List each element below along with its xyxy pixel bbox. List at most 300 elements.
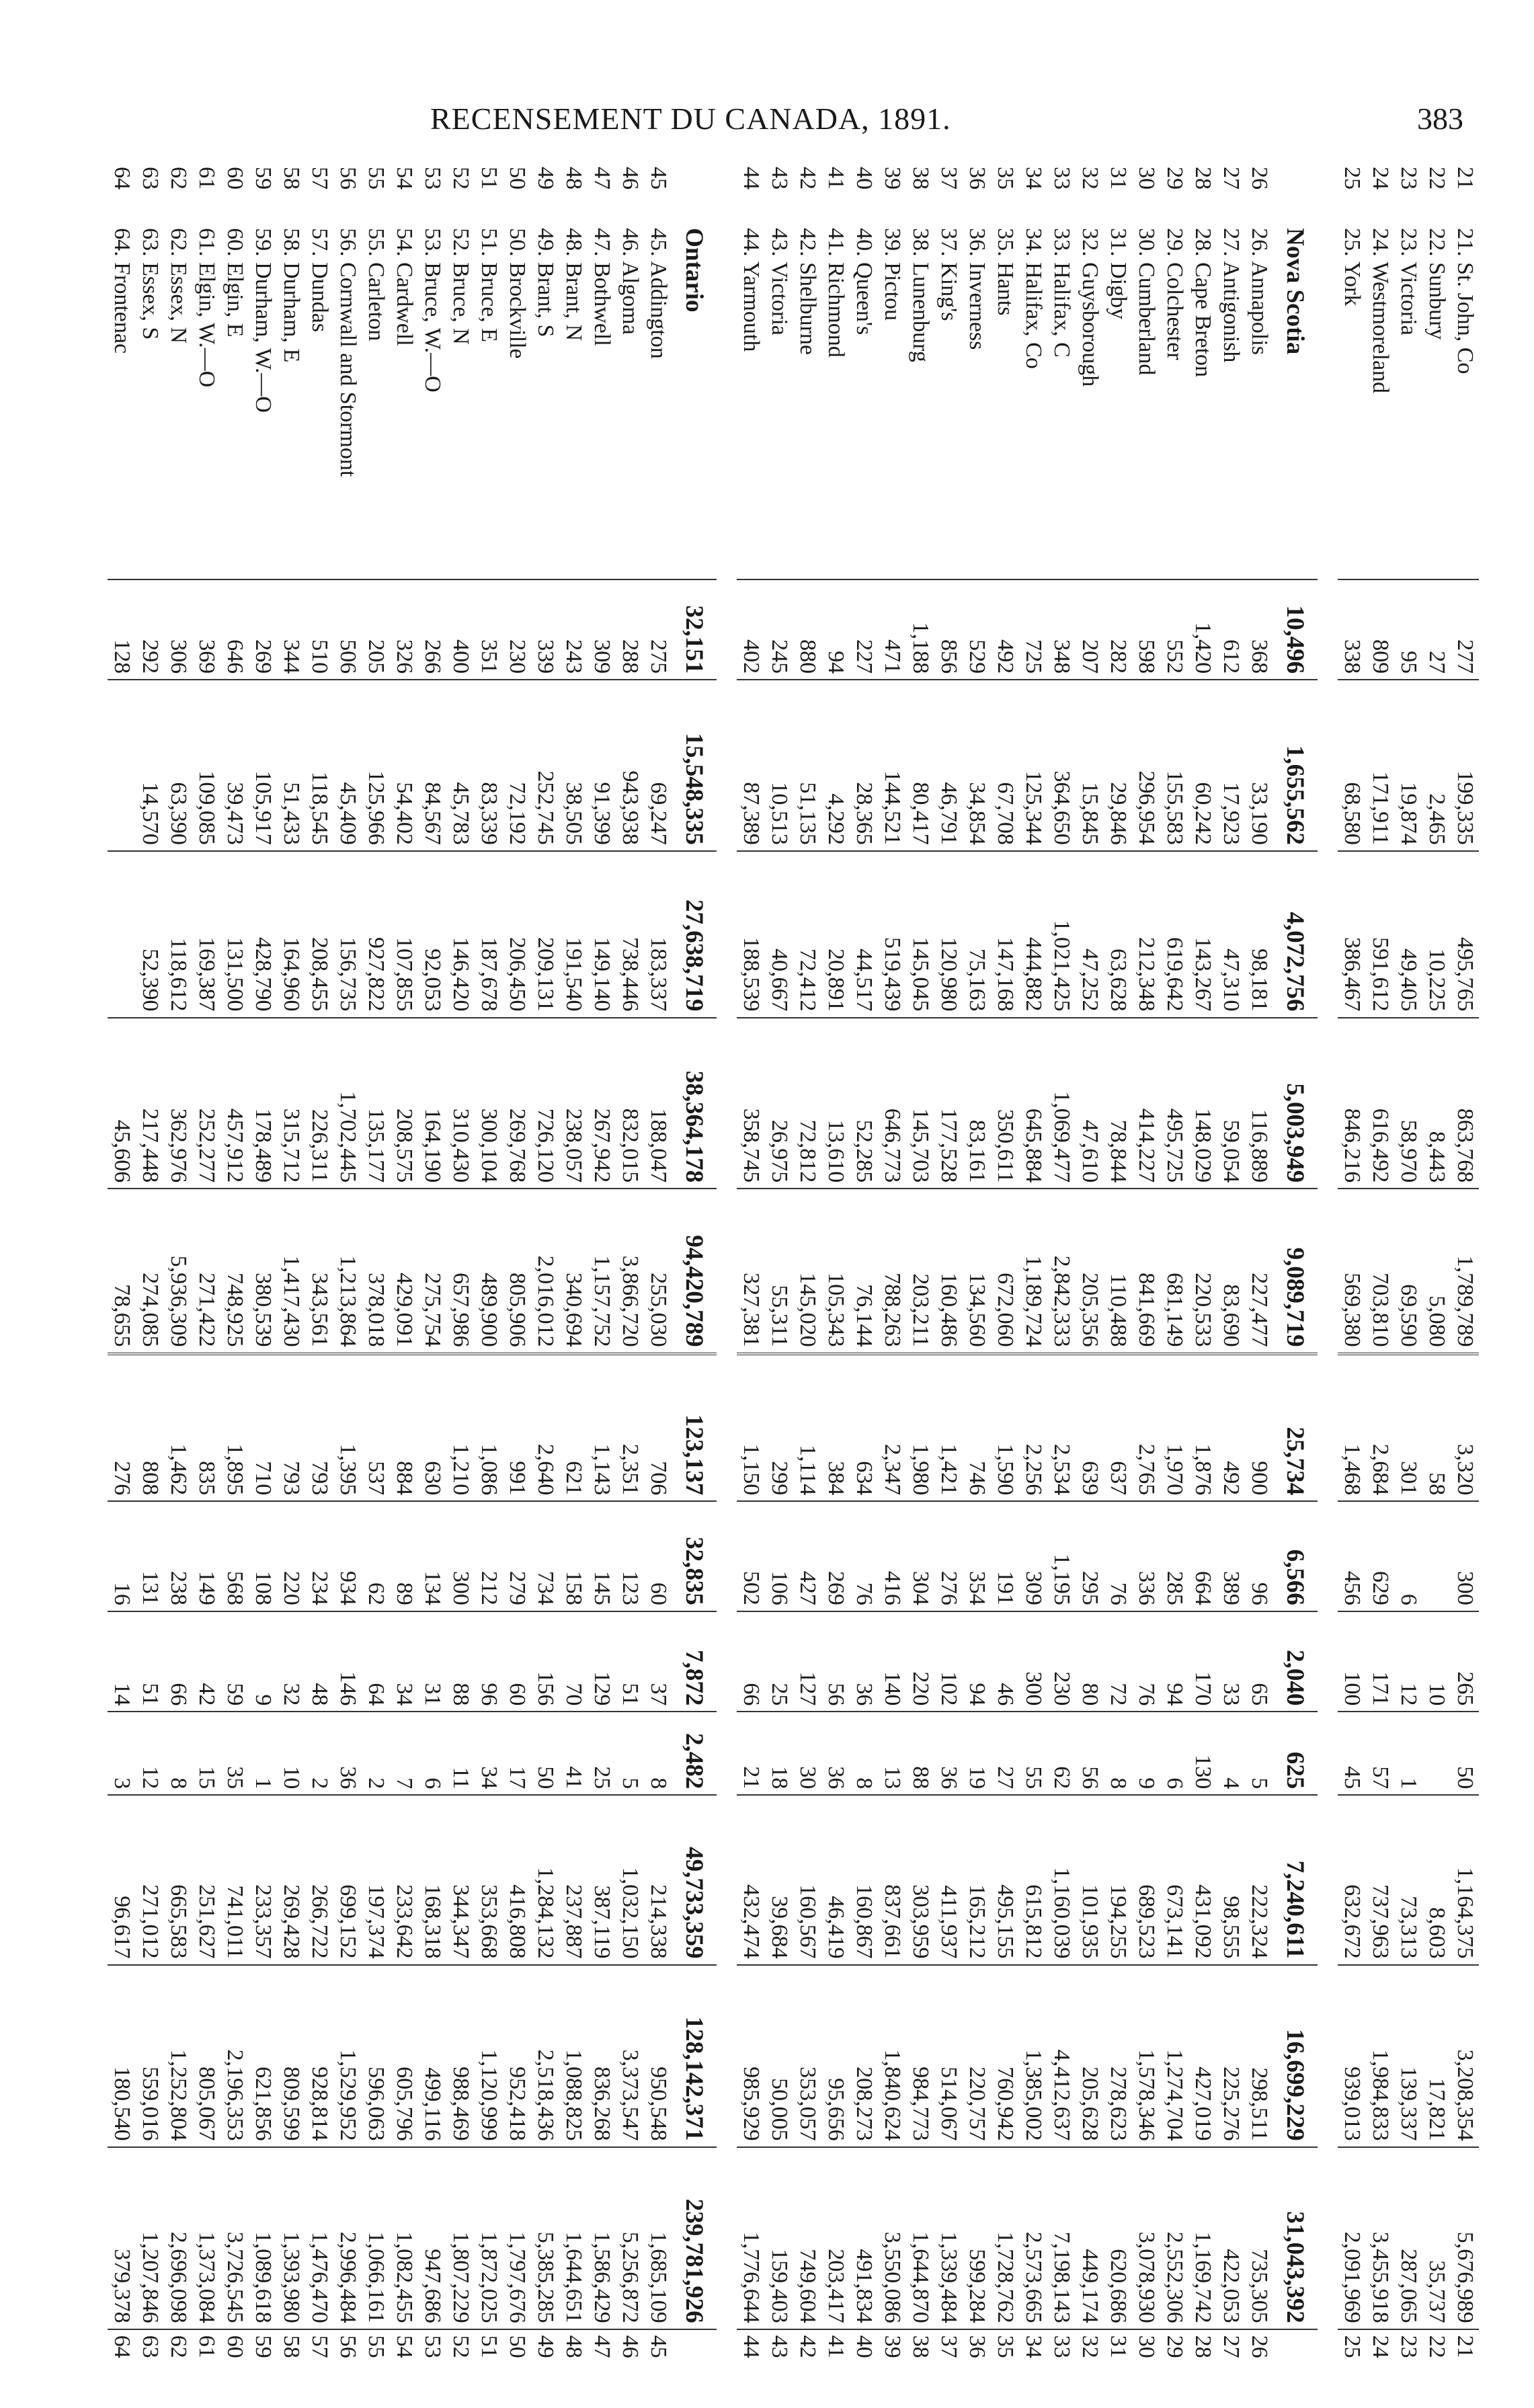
value-cell: 83,161 <box>963 1018 991 1189</box>
row-number-left: 57 <box>307 167 332 190</box>
value-cell: 269,768 <box>503 1018 531 1189</box>
value-cell: 710 <box>249 1354 277 1502</box>
value-cell: 203,211 <box>906 1189 934 1353</box>
value-cell: 276 <box>934 1501 963 1611</box>
value-cell: 1,980 <box>906 1354 934 1502</box>
value-cell: 46 <box>991 1611 1019 1712</box>
row-number-right: 56 <box>333 2329 362 2400</box>
row-gap <box>1318 161 1338 2400</box>
table-row <box>475 161 503 2400</box>
value-cell: 129 <box>588 1611 616 1712</box>
table-row <box>305 161 333 2400</box>
value-cell: 1,876 <box>1188 1354 1217 1502</box>
value-cell: 1,114 <box>793 1354 821 1502</box>
value-cell: 118,545 <box>305 680 333 851</box>
value-cell: 148,029 <box>1188 1018 1217 1189</box>
value-cell: 1,160,039 <box>1047 1795 1076 1964</box>
table-row <box>1245 161 1273 2400</box>
row-number-left: 60 <box>223 167 247 190</box>
value-cell: 1,840,624 <box>878 1965 906 2147</box>
value-cell: 665,583 <box>164 1795 192 1964</box>
table-row <box>220 161 249 2400</box>
table-row <box>333 161 362 2400</box>
value-cell: 9 <box>249 1611 277 1712</box>
value-cell: 310,430 <box>446 1018 475 1189</box>
value-cell: 2,573,665 <box>1019 2147 1047 2329</box>
value-cell: 155,583 <box>1160 680 1188 851</box>
value-cell: 47,610 <box>1076 1018 1104 1189</box>
value-cell: 197,374 <box>362 1795 390 1964</box>
district-name: 34. Halifax, Co <box>1021 228 1046 369</box>
value-cell: 1,462 <box>164 1354 192 1502</box>
table-row <box>934 161 963 2400</box>
value-cell: 5 <box>1245 1712 1273 1795</box>
district-name: 42. Shelburne <box>795 228 820 355</box>
value-cell: 1,590 <box>991 1354 1019 1502</box>
row-number-right: 47 <box>588 2329 616 2400</box>
value-cell: 62 <box>1047 1712 1076 1795</box>
district-name: 29. Colchester <box>1162 228 1187 360</box>
row-number-right: 35 <box>991 2329 1019 2400</box>
value-cell: 746 <box>963 1354 991 1502</box>
value-cell: 646,773 <box>878 1018 906 1189</box>
value-cell: 612 <box>1217 579 1245 680</box>
value-cell: 72,812 <box>793 1018 821 1189</box>
row-number-left: 23 <box>1396 167 1421 190</box>
value-cell: 506 <box>333 579 362 680</box>
value-cell: 8 <box>1104 1712 1132 1795</box>
value-cell: 66 <box>737 1611 765 1712</box>
value-cell: 880 <box>793 579 821 680</box>
value-cell: 15 <box>192 1712 220 1795</box>
value-cell: 226,311 <box>305 1018 333 1189</box>
table-row <box>1422 161 1451 2400</box>
value-cell: 30 <box>793 1712 821 1795</box>
row-number-left: 58 <box>279 167 304 190</box>
value-cell: 108 <box>249 1501 277 1611</box>
value-cell: 88 <box>906 1712 934 1795</box>
value-cell: 2,465 <box>1422 680 1451 851</box>
row-number-right: 52 <box>446 2329 475 2400</box>
row-gap <box>717 161 737 2400</box>
value-cell: 285 <box>1160 1501 1188 1611</box>
district-name: 58. Durham, E <box>279 228 304 363</box>
value-cell: 255,030 <box>644 1189 672 1353</box>
row-number-left: 29 <box>1162 167 1187 190</box>
value-cell: 125,966 <box>362 680 390 851</box>
value-cell: 599,284 <box>963 2147 991 2329</box>
table-row <box>136 161 164 2400</box>
value-cell: 4,412,637 <box>1047 1965 1076 2147</box>
value-cell: 83,339 <box>475 680 503 851</box>
row-number-left: 37 <box>936 167 961 190</box>
value-cell: 343,561 <box>305 1189 333 1353</box>
value-cell: 60,242 <box>1188 680 1217 851</box>
value-cell: 495,765 <box>1451 851 1479 1018</box>
value-cell: 735,305 <box>1245 2147 1273 2329</box>
value-cell: 5,256,872 <box>616 2147 644 2329</box>
value-cell: 1,395 <box>333 1354 362 1502</box>
value-cell: 208,575 <box>390 1018 418 1189</box>
district-name: 57. Dundas <box>307 228 332 333</box>
value-cell: 5,003,949 <box>1273 1018 1318 1189</box>
value-cell: 45 <box>1338 1712 1366 1795</box>
value-cell: 267,942 <box>588 1018 616 1189</box>
table-row <box>1076 161 1104 2400</box>
value-cell: 164,190 <box>418 1018 446 1189</box>
table-row <box>821 161 850 2400</box>
value-cell: 379,378 <box>108 2147 136 2329</box>
table-row <box>418 161 446 2400</box>
value-cell: 2,482 <box>672 1712 717 1795</box>
value-cell: 15,845 <box>1076 680 1104 851</box>
value-cell: 168,318 <box>418 1795 446 1964</box>
value-cell: 344 <box>277 579 305 680</box>
row-number-left: 51 <box>477 167 501 190</box>
value-cell: 1,578,346 <box>1132 1965 1160 2147</box>
district-name: 38. Lunenburg <box>908 228 933 362</box>
value-cell: 145 <box>588 1501 616 1611</box>
district-name: 24. Westmoreland <box>1368 228 1393 394</box>
value-cell: 793 <box>305 1354 333 1502</box>
value-cell: 95 <box>1394 579 1422 680</box>
value-cell: 7,872 <box>672 1611 717 1712</box>
table-row <box>1047 161 1076 2400</box>
value-cell: 233,357 <box>249 1795 277 1964</box>
district-name: 41. Richmond <box>823 228 848 358</box>
value-cell: 805,906 <box>503 1189 531 1353</box>
row-number-left: 59 <box>251 167 276 190</box>
value-cell: 58 <box>1422 1354 1451 1502</box>
row-number-right: 58 <box>277 2329 305 2400</box>
value-cell: 91,399 <box>588 680 616 851</box>
value-cell: 1,529,952 <box>333 1965 362 2147</box>
row-number-left: 28 <box>1190 167 1215 190</box>
value-cell: 300,104 <box>475 1018 503 1189</box>
district-name: 54. Cardwell <box>392 228 417 346</box>
row-number-right: 39 <box>878 2329 906 2400</box>
district-name: 31. Digby <box>1106 228 1131 320</box>
value-cell: 55 <box>1019 1712 1047 1795</box>
value-cell: 178,489 <box>249 1018 277 1189</box>
value-cell: 927,822 <box>362 851 390 1018</box>
value-cell: 338 <box>1338 579 1366 680</box>
value-cell: 741,011 <box>220 1795 249 1964</box>
row-number-left: 35 <box>993 167 1018 190</box>
value-cell: 672,060 <box>991 1189 1019 1353</box>
value-cell: 952,418 <box>503 1965 531 2147</box>
value-cell: 230 <box>503 579 531 680</box>
value-cell: 809,599 <box>277 1965 305 2147</box>
value-cell: 76 <box>850 1501 878 1611</box>
value-cell: 489,900 <box>475 1189 503 1353</box>
value-cell: 699,152 <box>333 1795 362 1964</box>
value-cell: 64 <box>362 1611 390 1712</box>
value-cell: 67,708 <box>991 680 1019 851</box>
row-number-left <box>672 161 717 223</box>
value-cell: 18 <box>765 1712 793 1795</box>
value-cell: 130 <box>1188 1712 1217 1795</box>
value-cell: 269 <box>821 1501 850 1611</box>
value-cell: 344,347 <box>446 1795 475 1964</box>
row-number-left: 48 <box>561 167 586 190</box>
value-cell: 1,195 <box>1047 1501 1076 1611</box>
value-cell: 156,735 <box>333 851 362 1018</box>
value-cell: 32 <box>277 1611 305 1712</box>
value-cell: 309 <box>588 579 616 680</box>
value-cell: 1,476,470 <box>305 2147 333 2329</box>
value-cell: 1,393,980 <box>277 2147 305 2329</box>
district-name: 32. Guysborough <box>1078 228 1102 387</box>
value-cell: 96 <box>475 1611 503 1712</box>
value-cell: 1,089,618 <box>249 2147 277 2329</box>
value-cell: 306 <box>164 579 192 680</box>
value-cell: 12 <box>136 1712 164 1795</box>
value-cell: 14,570 <box>136 680 164 851</box>
value-cell: 632,672 <box>1338 1795 1366 1964</box>
value-cell: 47,252 <box>1076 851 1104 1018</box>
value-cell: 432,474 <box>737 1795 765 1964</box>
value-cell: 209,131 <box>531 851 559 1018</box>
value-cell: 5,385,285 <box>531 2147 559 2329</box>
value-cell: 134 <box>418 1501 446 1611</box>
value-cell: 102 <box>934 1611 963 1712</box>
value-cell: 499,116 <box>418 1965 446 2147</box>
value-cell: 1,373,084 <box>192 2147 220 2329</box>
table-row <box>963 161 991 2400</box>
value-cell: 171,911 <box>1366 680 1394 851</box>
value-cell: 630 <box>418 1354 446 1502</box>
value-cell: 251,627 <box>192 1795 220 1964</box>
value-cell: 348 <box>1047 579 1076 680</box>
table-row <box>277 161 305 2400</box>
value-cell: 8 <box>644 1712 672 1795</box>
value-cell: 171 <box>1366 1611 1394 1712</box>
value-cell: 591,612 <box>1366 851 1394 1018</box>
value-cell: 105,917 <box>249 680 277 851</box>
row-number-left: 45 <box>646 167 671 190</box>
district-name: 61. Elgin, W.—O <box>194 228 219 388</box>
value-cell: 45,409 <box>333 680 362 851</box>
value-cell: 123 <box>616 1501 644 1611</box>
value-cell: 449,174 <box>1076 2147 1104 2329</box>
row-number-right: 46 <box>616 2329 644 2400</box>
value-cell: 2,256 <box>1019 1354 1047 1502</box>
value-cell: 96,617 <box>108 1795 136 1964</box>
value-cell: 552 <box>1160 579 1188 680</box>
row-number-right: 50 <box>503 2329 531 2400</box>
value-cell: 49,405 <box>1394 851 1422 1018</box>
value-cell: 1,086 <box>475 1354 503 1502</box>
value-cell: 619,642 <box>1160 851 1188 1018</box>
value-cell: 36 <box>850 1611 878 1712</box>
district-name: 35. Hants <box>993 228 1018 316</box>
value-cell <box>1422 1501 1451 1611</box>
value-cell: 225,276 <box>1217 1965 1245 2147</box>
value-cell: 836,268 <box>588 1965 616 2147</box>
row-number-left: 62 <box>166 167 191 190</box>
table-row <box>1394 161 1422 2400</box>
value-cell: 32,835 <box>672 1501 717 1611</box>
row-number-right: 29 <box>1160 2329 1188 2400</box>
value-cell: 400 <box>446 579 475 680</box>
value-cell: 2,534 <box>1047 1354 1076 1502</box>
value-cell: 1,797,676 <box>503 2147 531 2329</box>
value-cell: 134,560 <box>963 1189 991 1353</box>
value-cell: 58,970 <box>1394 1018 1422 1189</box>
value-cell: 36 <box>934 1712 963 1795</box>
value-cell: 1,644,651 <box>559 2147 588 2329</box>
value-cell: 27,638,719 <box>672 851 717 1018</box>
value-cell: 54,402 <box>390 680 418 851</box>
value-cell: 2,518,436 <box>531 1965 559 2147</box>
value-cell: 52,285 <box>850 1018 878 1189</box>
value-cell: 416,808 <box>503 1795 531 1964</box>
value-cell: 28,365 <box>850 680 878 851</box>
value-cell: 146,420 <box>446 851 475 1018</box>
value-cell: 37 <box>644 1611 672 1712</box>
row-number-right: 54 <box>390 2329 418 2400</box>
province-subtotal-row <box>672 161 717 2400</box>
value-cell: 1,150 <box>737 1354 765 1502</box>
value-cell: 529 <box>963 579 991 680</box>
value-cell: 52,390 <box>136 851 164 1018</box>
value-cell: 835 <box>192 1354 220 1502</box>
value-cell: 73,313 <box>1394 1795 1422 1964</box>
value-cell: 106 <box>765 1501 793 1611</box>
value-cell: 422,053 <box>1217 2147 1245 2329</box>
value-cell: 239,781,926 <box>672 2147 717 2329</box>
row-number-left: 46 <box>618 167 643 190</box>
value-cell: 143,267 <box>1188 851 1217 1018</box>
value-cell: 9,089,719 <box>1273 1189 1318 1353</box>
value-cell: 35,737 <box>1422 2147 1451 2329</box>
value-cell: 300 <box>1451 1501 1479 1611</box>
value-cell: 1,120,999 <box>475 1965 503 2147</box>
value-cell: 510 <box>305 579 333 680</box>
value-cell: 180,540 <box>108 1965 136 2147</box>
district-name: 37. King's <box>936 228 961 321</box>
value-cell: 76,144 <box>850 1189 878 1353</box>
value-cell: 170 <box>1188 1611 1217 1712</box>
value-cell: 55,311 <box>765 1189 793 1353</box>
value-cell: 17,821 <box>1422 1965 1451 2147</box>
value-cell: 50 <box>531 1712 559 1795</box>
district-name: 26. Annapolis <box>1247 228 1272 356</box>
value-cell: 48 <box>305 1611 333 1712</box>
value-cell: 947,686 <box>418 2147 446 2329</box>
value-cell: 89 <box>390 1501 418 1611</box>
district-name: 21. St. John, Co <box>1453 228 1478 374</box>
value-cell: 353,668 <box>475 1795 503 1964</box>
value-cell: 27 <box>991 1712 1019 1795</box>
value-cell: 2,684 <box>1366 1354 1394 1502</box>
value-cell: 1,872,025 <box>475 2147 503 2329</box>
value-cell: 1,189,724 <box>1019 1189 1047 1353</box>
value-cell: 46,419 <box>821 1795 850 1964</box>
value-cell: 76 <box>1132 1611 1160 1712</box>
value-cell: 68,580 <box>1338 680 1366 851</box>
district-name: 39. Pictou <box>880 228 905 321</box>
row-number-right: 30 <box>1132 2329 1160 2400</box>
table-row <box>108 161 136 2400</box>
value-cell <box>108 680 136 851</box>
table-row <box>765 161 793 2400</box>
value-cell: 2,552,306 <box>1160 2147 1188 2329</box>
value-cell: 1,188 <box>906 579 934 680</box>
value-cell: 2,091,969 <box>1338 2147 1366 2329</box>
value-cell: 1,421 <box>934 1354 963 1502</box>
value-cell: 621,856 <box>249 1965 277 2147</box>
value-cell: 368 <box>1245 579 1273 680</box>
value-cell: 45,606 <box>108 1018 136 1189</box>
value-cell: 36 <box>333 1712 362 1795</box>
value-cell: 10,513 <box>765 680 793 851</box>
value-cell: 664 <box>1188 1501 1217 1611</box>
value-cell: 339 <box>531 579 559 680</box>
district-name: 55. Carleton <box>364 228 389 342</box>
value-cell: 1,468 <box>1338 1354 1366 1502</box>
census-table <box>108 161 1479 2400</box>
row-number-left: 39 <box>880 167 905 190</box>
value-cell: 296,954 <box>1132 680 1160 851</box>
value-cell: 60 <box>644 1501 672 1611</box>
value-cell: 274,085 <box>136 1189 164 1353</box>
value-cell: 1,385,002 <box>1019 1965 1047 2147</box>
value-cell: 10 <box>277 1712 305 1795</box>
value-cell: 625 <box>1273 1712 1318 1795</box>
value-cell: 1,274,704 <box>1160 1965 1188 2147</box>
table-row <box>793 161 821 2400</box>
row-number-right: 45 <box>644 2329 672 2400</box>
value-cell: 105,343 <box>821 1189 850 1353</box>
value-cell: 7,198,143 <box>1047 2147 1076 2329</box>
value-cell: 2 <box>305 1712 333 1795</box>
row-number-left: 27 <box>1219 167 1244 190</box>
value-cell: 350,611 <box>991 1018 1019 1189</box>
row-number-left: 50 <box>505 167 530 190</box>
value-cell: 25 <box>765 1611 793 1712</box>
row-number-left: 63 <box>138 167 163 190</box>
value-cell: 41 <box>559 1712 588 1795</box>
value-cell: 354 <box>963 1501 991 1611</box>
table-row <box>644 161 672 2400</box>
row-number-right: 61 <box>192 2329 220 2400</box>
value-cell: 3,866,720 <box>616 1189 644 1353</box>
value-cell: 19 <box>963 1712 991 1795</box>
value-cell: 33,190 <box>1245 680 1273 851</box>
value-cell: 884 <box>390 1354 418 1502</box>
value-cell: 6 <box>1394 1501 1422 1611</box>
value-cell: 358,745 <box>737 1018 765 1189</box>
row-number-left: 44 <box>739 167 764 190</box>
value-cell: 1,210 <box>446 1354 475 1502</box>
value-cell: 2,640 <box>531 1354 559 1502</box>
value-cell: 1,066,161 <box>362 2147 390 2329</box>
row-number-left: 61 <box>194 167 219 190</box>
value-cell: 809 <box>1366 579 1394 680</box>
value-cell: 639 <box>1076 1354 1104 1502</box>
district-name: 22. Sunbury <box>1424 228 1449 340</box>
value-cell: 72 <box>1104 1611 1132 1712</box>
value-cell: 75,163 <box>963 851 991 1018</box>
value-cell: 275 <box>644 579 672 680</box>
value-cell: 3,455,918 <box>1366 2147 1394 2329</box>
value-cell: 559,016 <box>136 1965 164 2147</box>
value-cell: 598 <box>1132 579 1160 680</box>
value-cell: 276 <box>108 1354 136 1502</box>
value-cell: 934 <box>333 1501 362 1611</box>
